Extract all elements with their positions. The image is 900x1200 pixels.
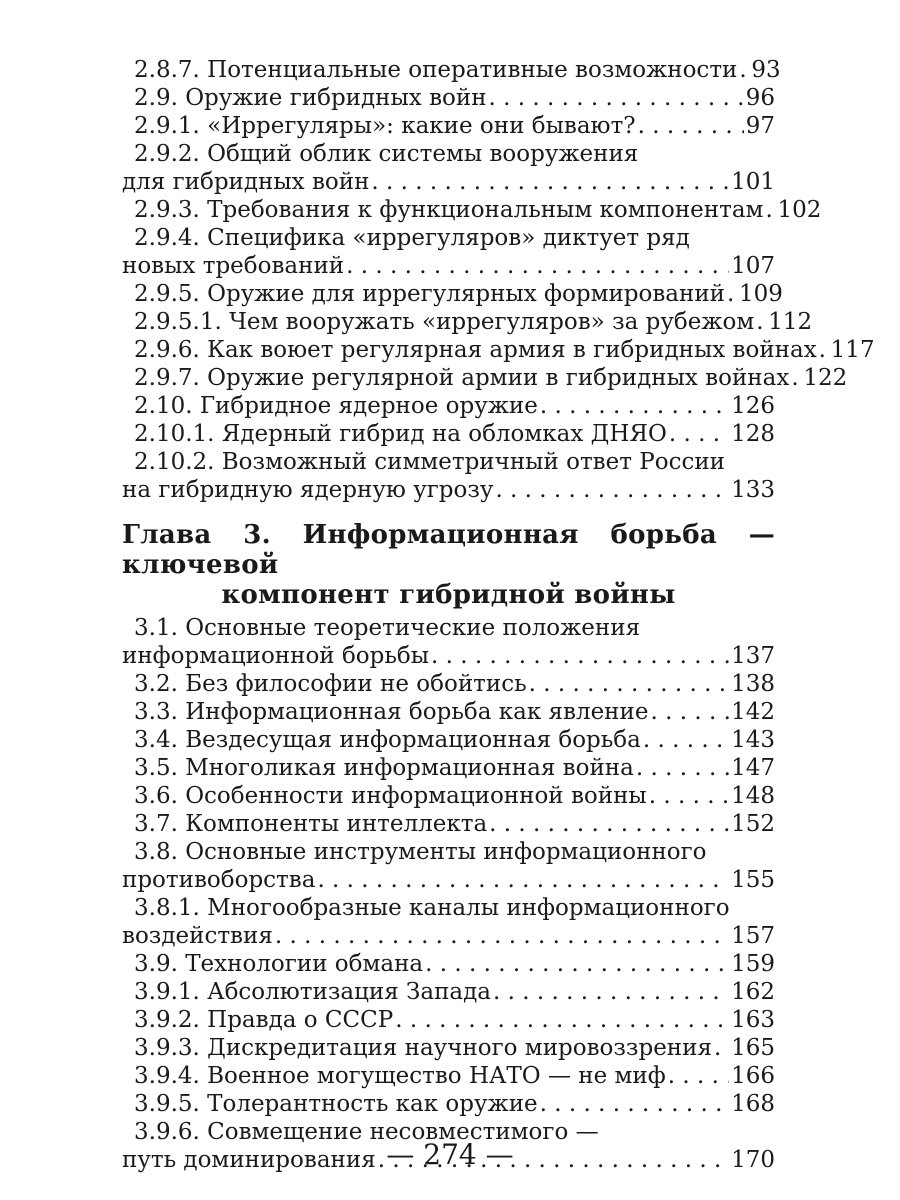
dot-leader (395, 1006, 729, 1034)
toc-page-number: 165 (731, 1035, 775, 1061)
toc-entry-title: 2.10.2. Возможный симметричный ответ России (134, 449, 726, 475)
toc-entry-title-continuation: информационной борьбы (122, 643, 430, 669)
dot-leader (727, 280, 737, 308)
toc-page-number: 168 (731, 1091, 775, 1117)
chapter-heading-line-2: компонент гибридной войны (221, 580, 676, 610)
toc-page-number: 112 (768, 309, 813, 335)
toc-entry-title: 3.9.4. Военное могущество НАТО — не миф (134, 1063, 666, 1089)
toc-entry-title: 2.10. Гибридное ядерное оружие (134, 393, 538, 419)
dot-leader (739, 56, 749, 84)
dot-leader (540, 392, 729, 420)
toc-entry-title: 2.9.1. «Иррегуляры»: какие они бывают? (134, 113, 636, 139)
toc-entry-title: 3.1. Основные теоретические положения (134, 615, 641, 641)
toc-entry-title: 2.8.7. Потенциальные оперативные возможности (134, 57, 738, 83)
toc-page-number: 126 (731, 393, 775, 419)
toc-page-number: 133 (731, 477, 775, 503)
toc-entry-title: 3.8.1. Многообразные каналы информационного (134, 895, 730, 921)
dot-leader (636, 754, 729, 782)
toc-entry (122, 280, 783, 308)
dot-leader (431, 642, 729, 670)
toc-page-number: 152 (731, 811, 775, 837)
toc-entry-title: 2.9.3. Требования к функциональным компонентам (134, 197, 764, 223)
page-number: — 274 — (386, 1138, 514, 1171)
dot-leader (371, 168, 729, 196)
toc-entry (122, 448, 775, 504)
toc-entry-title: 3.8. Основные инструменты информационного (134, 839, 707, 865)
toc-entry (122, 112, 775, 140)
table-of-contents (122, 56, 875, 1174)
dot-leader (756, 308, 766, 336)
toc-page-number: 142 (731, 699, 775, 725)
toc-page-number: 162 (731, 979, 775, 1005)
toc-section-chapter-3 (122, 614, 775, 1174)
toc-entry (122, 1034, 775, 1062)
dot-leader (649, 782, 729, 810)
dot-leader (495, 476, 729, 504)
toc-entry-title: 3.2. Без философии не обойтись (134, 671, 527, 697)
dot-leader (714, 1034, 729, 1062)
toc-entry (122, 838, 775, 894)
toc-page-number: 93 (751, 57, 781, 83)
toc-page-number: 107 (731, 253, 775, 279)
toc-entry-title: 3.5. Многоликая информационная война (134, 755, 634, 781)
toc-entry (122, 1090, 775, 1118)
toc-entry-title: 3.6. Особенности информационной войны (134, 783, 647, 809)
toc-entry (122, 978, 775, 1006)
toc-entry (122, 698, 775, 726)
toc-entry (122, 336, 875, 364)
dot-leader (425, 950, 729, 978)
toc-entry (122, 1062, 775, 1090)
dot-leader (650, 698, 729, 726)
toc-entry-title: 3.4. Вездесущая информационная борьба (134, 727, 641, 753)
toc-page-number: 138 (731, 671, 775, 697)
dot-leader (317, 866, 729, 894)
toc-page-number: 155 (731, 867, 775, 893)
toc-entry-title-continuation: для гибридных войн (122, 169, 370, 195)
toc-entry-title-continuation: путь доминирования (122, 1147, 376, 1173)
toc-entry-title: 3.9.6. Совмещение несовместимого — (134, 1119, 599, 1145)
dot-leader (529, 670, 729, 698)
toc-entry (122, 56, 781, 84)
toc-page-number: 148 (731, 783, 775, 809)
toc-entry (122, 364, 848, 392)
toc-entry (122, 392, 775, 420)
toc-entry (122, 140, 775, 196)
toc-page-number: 143 (731, 727, 775, 753)
chapter-heading-line-1: Глава 3. Информационная борьба — ключевой (122, 520, 775, 580)
toc-entry (122, 224, 775, 280)
toc-page-number: 102 (777, 197, 822, 223)
toc-entry (122, 810, 775, 838)
toc-page-number: 170 (731, 1147, 775, 1173)
toc-page-number: 159 (731, 951, 775, 977)
toc-entry (122, 196, 822, 224)
toc-entry (122, 950, 775, 978)
toc-entry-title: 2.9.2. Общий облик системы вооружения (134, 141, 639, 167)
toc-entry-title: 3.9. Технологии обмана (134, 951, 424, 977)
dot-leader (489, 810, 729, 838)
toc-page-number: 166 (731, 1063, 775, 1089)
toc-entry (122, 754, 775, 782)
toc-entry-title: 2.9. Оружие гибридных войн (134, 85, 487, 111)
toc-entry (122, 726, 775, 754)
toc-entry-title-continuation: воздействия (122, 923, 273, 949)
toc-entry-title: 2.9.4. Специфика «иррегуляров» диктует ряд (134, 225, 690, 251)
dot-leader (668, 1062, 729, 1090)
toc-entry (122, 894, 775, 950)
toc-page-number: 163 (731, 1007, 775, 1033)
toc-page-number: 157 (731, 923, 775, 949)
toc-entry (122, 420, 775, 448)
dot-leader (540, 1090, 729, 1118)
toc-entry-title-continuation: на гибридную ядерную угрозу (122, 477, 494, 503)
toc-entry (122, 782, 775, 810)
dot-leader (643, 726, 729, 754)
toc-entry (122, 1006, 775, 1034)
toc-entry (122, 84, 775, 112)
dot-leader (493, 978, 729, 1006)
dot-leader (489, 84, 744, 112)
toc-entry-title: 2.9.5. Оружие для иррегулярных формирований (134, 281, 726, 307)
dot-leader (275, 922, 729, 950)
toc-page-number: 101 (731, 169, 775, 195)
dot-leader (791, 364, 801, 392)
toc-page-number: 147 (731, 755, 775, 781)
toc-page-number: 109 (739, 281, 783, 307)
dot-leader (638, 112, 744, 140)
dot-leader (765, 196, 775, 224)
toc-entry-title-continuation: новых требований (122, 253, 345, 279)
chapter-heading (122, 520, 775, 610)
toc-page-number: 96 (745, 85, 775, 111)
toc-page-number: 117 (830, 337, 875, 363)
toc-entry (122, 614, 775, 670)
toc-entry-title: 2.10.1. Ядерный гибрид на обломках ДНЯО (134, 421, 667, 447)
toc-entry (122, 670, 775, 698)
toc-entry-title: 2.9.7. Оружие регулярной армии в гибридных войнах (134, 365, 790, 391)
toc-page-number: 128 (731, 421, 775, 447)
toc-page-number: 122 (803, 365, 848, 391)
toc-entry-title-continuation: противоборства (122, 867, 316, 893)
dot-leader (819, 336, 829, 364)
toc-entry-title: 3.9.3. Дискредитация научного мировоззрения (134, 1035, 712, 1061)
toc-entry-title: 2.9.5.1. Чем вооружать «иррегуляров» за рубежом (134, 309, 755, 335)
toc-entry-title: 3.9.2. Правда о СССР (134, 1007, 394, 1033)
toc-entry-title: 2.9.6. Как воюет регулярная армия в гибридных войнах (134, 337, 817, 363)
toc-entry-title: 3.3. Информационная борьба как явление (134, 699, 649, 725)
dot-leader (346, 252, 729, 280)
toc-page-number: 137 (731, 643, 775, 669)
dot-leader (669, 420, 729, 448)
toc-section-chapter-2 (122, 56, 875, 504)
toc-entry-title: 3.7. Компоненты интеллекта (134, 811, 488, 837)
toc-entry-title: 3.9.5. Толерантность как оружие (134, 1091, 538, 1117)
toc-entry-title: 3.9.1. Абсолютизация Запада (134, 979, 491, 1005)
toc-entry (122, 308, 813, 336)
toc-page-number: 97 (745, 113, 775, 139)
